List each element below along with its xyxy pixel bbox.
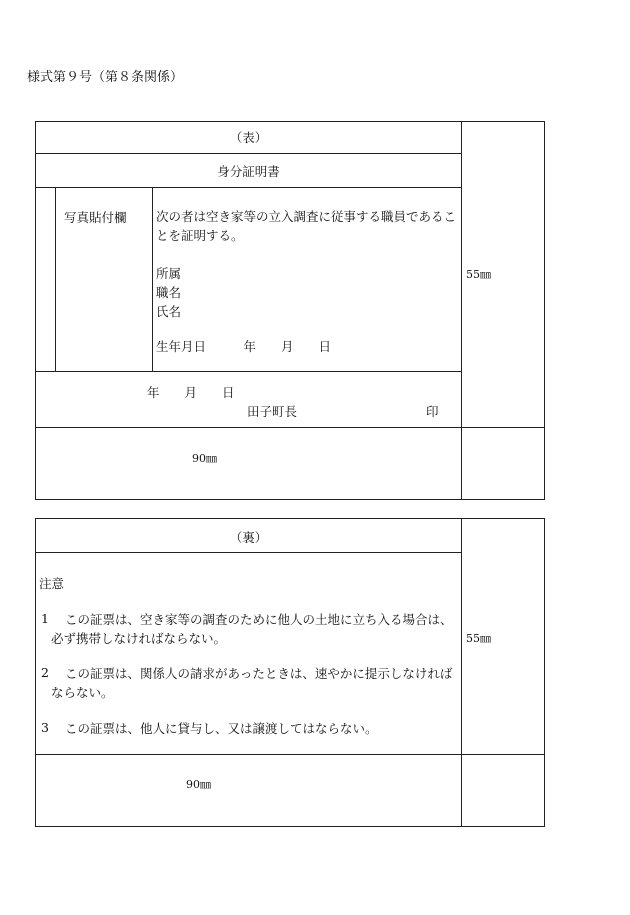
notice-item-text: この証票は、関係人の請求があったときは、速やかに提示しなければならない。 — [51, 666, 453, 700]
width-dimension-label: 90㎜ — [192, 452, 217, 465]
border-line — [461, 518, 462, 827]
border-line — [35, 187, 462, 188]
notice-heading: 注意 — [39, 576, 65, 591]
front-header: （表） — [229, 130, 268, 145]
notice-item-text: この証票は、空き家等の調査のために他人の土地に立ち入る場合は、必ず携帯しなければならない。 — [51, 612, 453, 646]
height-dimension-label: 55㎜ — [466, 632, 491, 645]
affiliation-label: 所属 — [156, 266, 182, 281]
statement-text: 次の者は空き家等の立入調査に従事する職員であることを証明する。 — [156, 209, 457, 243]
border-line — [35, 153, 462, 154]
width-dimension-label: 90㎜ — [186, 778, 211, 791]
form-title: 様式第９号（第８条関係） — [27, 70, 184, 85]
border-line — [35, 427, 545, 428]
photo-label: 写真貼付欄 — [64, 210, 127, 225]
border-line — [35, 371, 462, 372]
border-line — [35, 754, 545, 755]
back-header: （裏） — [229, 530, 268, 545]
seal-mark: 印 — [426, 404, 439, 419]
issue-date: 年 月 日 — [147, 385, 235, 400]
border-line — [35, 552, 462, 553]
notice-item-number: 2 — [41, 665, 49, 680]
border-line — [152, 187, 153, 372]
border-line — [544, 518, 545, 827]
birth-date-label: 生年月日 年 月 日 — [156, 339, 332, 354]
notice-item-number: 1 — [41, 611, 49, 626]
height-dimension-label: 55㎜ — [466, 268, 491, 281]
name-label: 氏名 — [156, 304, 182, 319]
notice-item-number: 3 — [41, 720, 49, 735]
border-line — [544, 121, 545, 500]
border-line — [35, 518, 545, 519]
issuer-name: 田子町長 — [247, 404, 298, 419]
border-line — [35, 499, 545, 500]
notice-item-text: この証票は、他人に貸与し、又は譲渡してはならない。 — [65, 721, 378, 736]
border-line — [461, 121, 462, 500]
border-line — [35, 826, 545, 827]
border-line — [35, 121, 545, 122]
border-line — [35, 518, 36, 827]
job-title-label: 職名 — [156, 285, 182, 300]
certificate-title: 身分証明書 — [217, 164, 280, 179]
border-line — [55, 187, 56, 372]
